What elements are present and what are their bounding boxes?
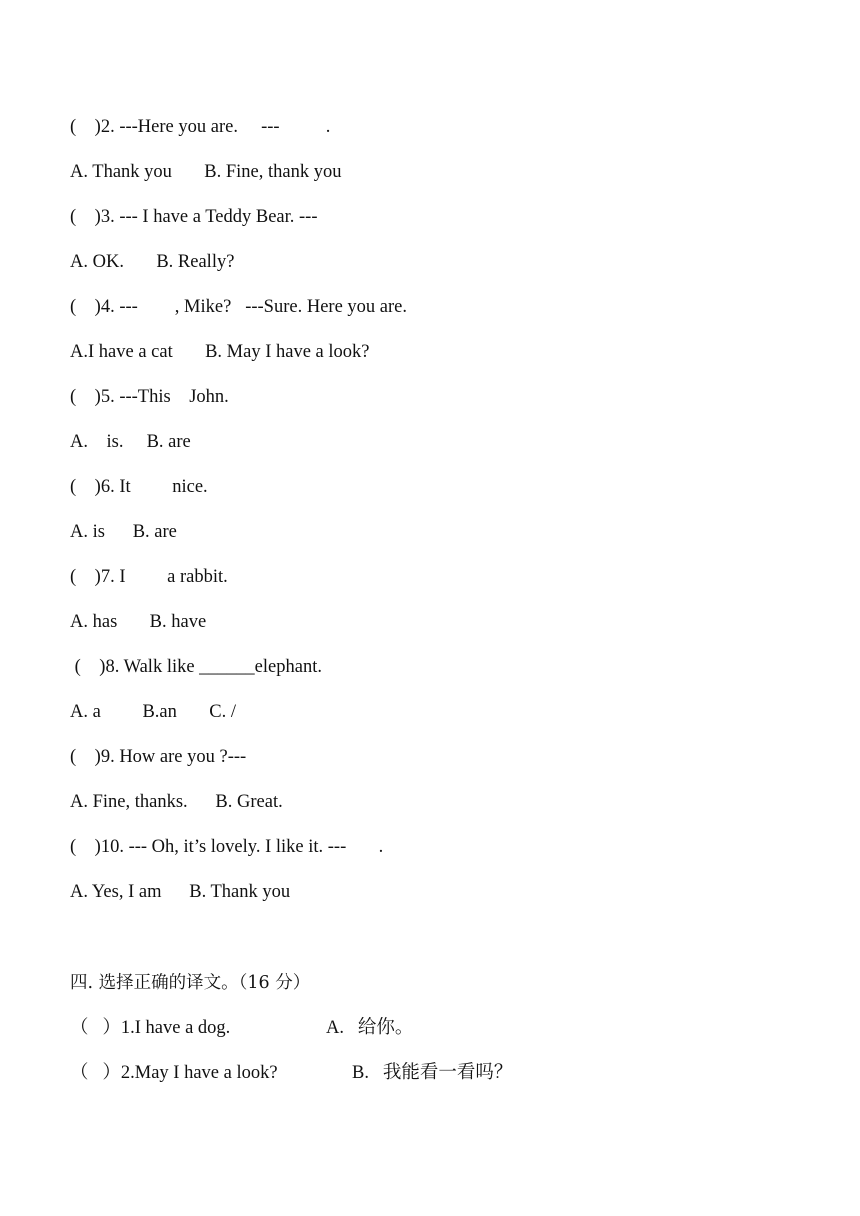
- translation-item-2-right: B. 我能看一看吗？: [352, 1063, 513, 1083]
- section-4-heading: 四. 选择正确的译文。（16 分）: [70, 973, 311, 993]
- question-3-options: A. OK. B. Really?: [70, 252, 235, 272]
- question-10-options: A. Yes, I am B. Thank you: [70, 882, 291, 902]
- question-9-options: A. Fine, thanks. B. Great.: [70, 792, 283, 812]
- question-7: ( )7. I a rabbit.: [70, 567, 228, 587]
- question-2: ( )2. ---Here you are. --- .: [70, 117, 331, 137]
- translation-item-1-right: A. 给你。: [326, 1018, 414, 1038]
- question-2-options: A. Thank you B. Fine, thank you: [70, 162, 342, 182]
- question-5: ( )5. ---This John.: [70, 387, 229, 407]
- translation-item-1-left: （ ）1.I have a dog.: [70, 1018, 231, 1038]
- question-8: ( )8. Walk like ______elephant.: [70, 657, 322, 677]
- translation-item-2-left: （ ）2.May I have a look?: [70, 1063, 278, 1083]
- question-6: ( )6. It nice.: [70, 477, 208, 497]
- question-6-options: A. is B. are: [70, 522, 177, 542]
- question-5-options: A. is. B. are: [70, 432, 191, 452]
- question-4-options: A.I have a cat B. May I have a look?: [70, 342, 370, 362]
- question-4: ( )4. --- , Mike? ---Sure. Here you are.: [70, 297, 407, 317]
- question-8-options: A. a B.an C. /: [70, 702, 236, 722]
- question-9: ( )9. How are you ?---: [70, 747, 247, 767]
- question-10: ( )10. --- Oh, it’s lovely. I like it. --- .: [70, 837, 384, 857]
- question-3: ( )3. --- I have a Teddy Bear. ---: [70, 207, 318, 227]
- question-7-options: A. has B. have: [70, 612, 207, 632]
